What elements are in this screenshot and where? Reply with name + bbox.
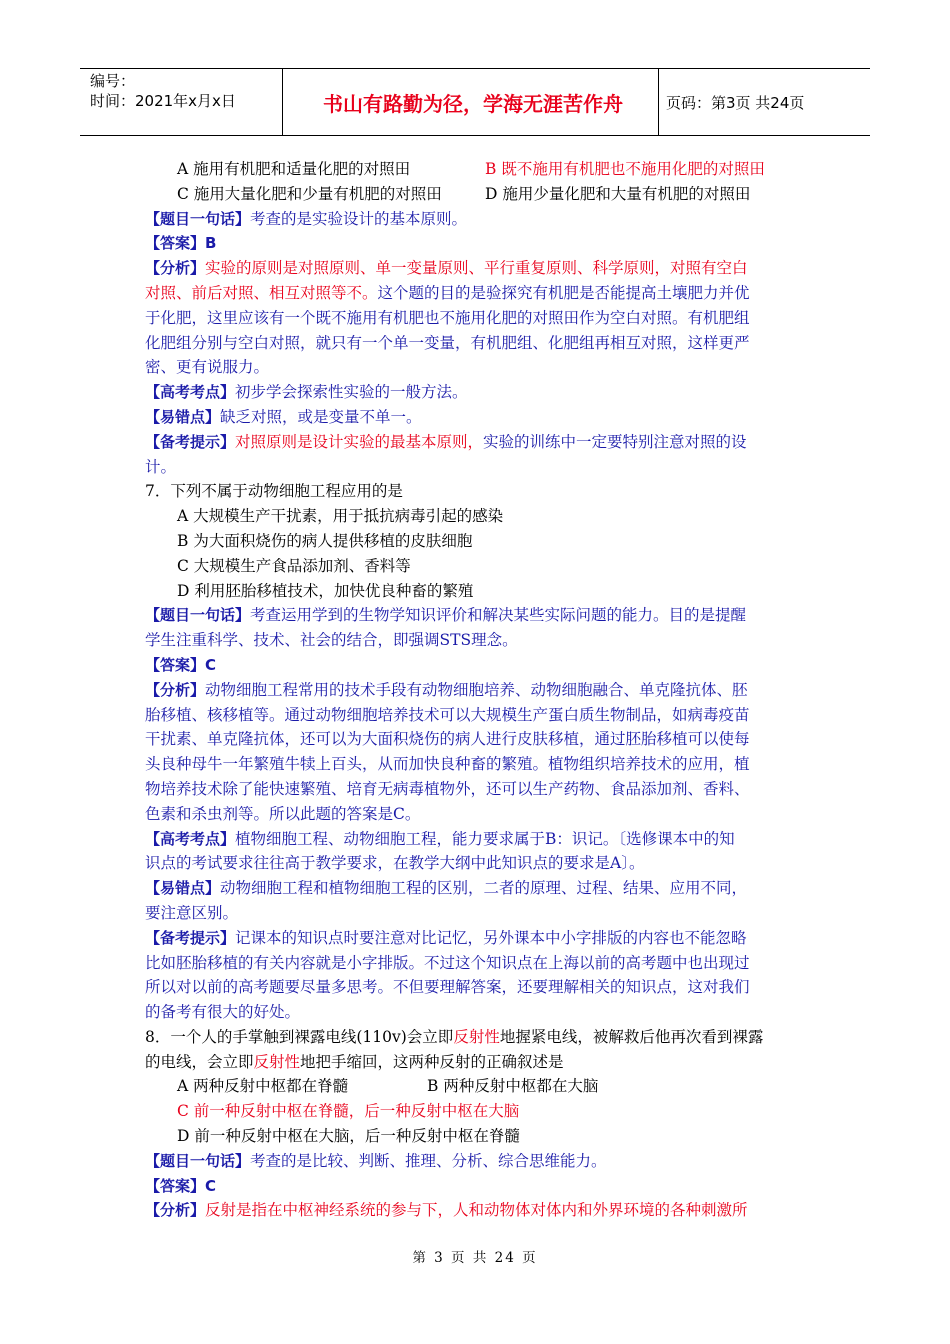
q6-analysis-tag: 【分析】 (145, 259, 206, 278)
header-motto: 书山有路勤为径，学海无涯苦作舟 (323, 91, 623, 116)
q8-option-d: D 前一种反射中枢在大脑，后一种反射中枢在脊髓 (177, 1127, 520, 1146)
q7-analysis-line-4: 头良种母牛一年繁殖牛犊上百头，从而加快良种畜的繁殖。植物组织培养技术的应用，植 (145, 755, 750, 774)
q8-stem-1-highlight: 反射性 (453, 1027, 500, 1046)
q6-tip-tag: 【备考提示】 (145, 432, 236, 451)
q7-analysis-tag: 【分析】 (145, 680, 206, 699)
q6-answer-value: B (205, 234, 217, 253)
q7-option-c: C 大规模生产食品添加剂、香料等 (177, 556, 411, 575)
page-header (80, 68, 870, 136)
q7-answer-value: C (205, 655, 217, 674)
q6-summary-tag: 【题目一句话】 (145, 209, 251, 228)
q6-error-text: 缺乏对照，或是变量不单一。 (220, 407, 422, 426)
q6-analysis-line-3: 于化肥，这里应该有一个既不施用有机肥也不施用化肥的对照田作为空白对照。有机肥组 (145, 308, 750, 327)
q6-analysis-line-2 (145, 281, 813, 306)
q6-options-row-2 (145, 182, 813, 207)
q8-option-a: A 两种反射中枢都在脊髓 (177, 1077, 349, 1096)
q6-answer-tag: 【答案】 (145, 234, 206, 253)
q7-tip-line-4: 的备考有很大的好处。 (145, 1003, 301, 1022)
q6-analysis-text-2b: 这个题的目的是验探究有机肥是否能提高土壤肥力并优 (377, 283, 750, 302)
header-divider-left (282, 68, 283, 136)
q6-analysis-line-5: 密、更有说服力。 (145, 358, 270, 377)
document-body (145, 157, 813, 1223)
q6-answer (145, 231, 813, 256)
q6-tip-text-blue: 实验的训练中一定要特别注意对照的设 (483, 432, 747, 451)
q6-tip-line-2: 计。 (145, 457, 177, 476)
q8-answer (145, 1174, 813, 1199)
q8-stem-2b: 地把手缩回，这两种反射的正确叙述是 (300, 1052, 564, 1071)
header-meta (90, 71, 236, 111)
q7-analysis-text-1: 动物细胞工程常用的技术手段有动物细胞培养、动物细胞融合、单克隆抗体、胚 (205, 680, 748, 699)
q7-exam-point-line-1 (145, 827, 813, 852)
q7-tip-line-1 (145, 926, 813, 951)
q6-option-c: C 施用大量化肥和少量有机肥的对照田 (177, 184, 442, 203)
q6-summary (145, 207, 813, 232)
q7-option-d: D 利用胚胎移植技术，加快优良种畜的繁殖 (177, 581, 474, 600)
q7-summary-line-2: 学生注重科学、技术、社会的结合，即强调STS理念。 (145, 631, 518, 650)
q8-stem-2a: 的电线，会立即 (145, 1052, 254, 1071)
q8-summary-text: 考查的是比较、判断、推理、分析、综合思维能力。 (250, 1151, 607, 1170)
q8-stem-2-highlight: 反射性 (253, 1052, 301, 1071)
q8-summary (145, 1149, 813, 1174)
q7-exam-point-line-2: 识点的考试要求往往高于教学要求，在教学大纲中此知识点的要求是A〕。 (145, 854, 645, 873)
q7-error-tag: 【易错点】 (145, 879, 221, 898)
q7-answer-tag: 【答案】 (145, 655, 206, 674)
q6-point-tag: 【高考考点】 (145, 383, 236, 402)
q8-analysis-line-1 (145, 1198, 813, 1223)
q8-analysis-text: 反射是指在中枢神经系统的参与下，人和动物体对体内和外界环境的各种刺激所 (205, 1201, 748, 1220)
q7-analysis-line-6: 色素和杀虫剂等。所以此题的答案是C。 (145, 804, 421, 823)
header-page-info: 页码：第3页 共24页 (666, 93, 805, 112)
q8-answer-value: C (205, 1176, 217, 1195)
q8-stem-1b: 地握紧电线，被解救后他再次看到裸露 (499, 1027, 764, 1046)
page-footer: 第 3 页 共 24 页 (412, 1250, 538, 1266)
q6-tip-line-1 (145, 430, 813, 455)
q7-option-a: A 大规模生产干扰素，用于抵抗病毒引起的感染 (177, 507, 504, 526)
header-time-label: 时间：2021年x月x日 (90, 92, 236, 110)
q8-summary-tag: 【题目一句话】 (145, 1151, 251, 1170)
q7-summary-line-1 (145, 603, 813, 628)
q6-analysis-text-2a: 对照、前后对照、相互对照等不。 (145, 283, 378, 302)
q7-point-tag: 【高考考点】 (145, 829, 236, 848)
header-number-label: 编号： (90, 72, 136, 90)
q6-error-tag: 【易错点】 (145, 407, 221, 426)
q7-error-line-1 (145, 876, 813, 901)
q6-option-a: A 施用有机肥和适量化肥的对照田 (177, 160, 411, 178)
q6-error-point (145, 405, 813, 430)
q7-analysis-line-2: 胎移植、核移植等。通过动物细胞培养技术可以大规模生产蛋白质生物制品，如病毒疫苗 (145, 705, 750, 724)
q7-option-b: B 为大面积烧伤的病人提供移植的皮肤细胞 (177, 531, 473, 550)
q7-answer (145, 653, 813, 678)
q7-analysis-line-3: 干扰素、单克隆抗体，还可以为大面积烧伤的病人进行皮肤移植，通过胚胎移植可以使每 (145, 730, 750, 749)
q7-tip-line-2: 比如胚胎移植的有关内容就是小字排版。不过这个知识点在上海以前的高考题中也出现过 (145, 953, 750, 972)
q7-analysis-line-5: 物培养技术除了能快速繁殖、培育无病毒植物外，还可以生产药物、食品添加剂、香料、 (145, 779, 750, 798)
q8-answer-tag: 【答案】 (145, 1176, 206, 1195)
q7-analysis-line-1 (145, 678, 813, 703)
q7-point-text-1: 植物细胞工程、动物细胞工程，能力要求属于B：识记。〔选修课本中的知 (235, 829, 735, 848)
q8-option-b: B 两种反射中枢都在大脑 (427, 1077, 599, 1096)
q8-options-row-1 (145, 1074, 813, 1099)
q7-tip-text-1: 记课本的知识点时要注意对比记忆，另外课本中小字排版的内容也不能忽略 (235, 928, 747, 947)
q6-analysis-line-4: 化肥组分别与空白对照，就只有一个单一变量，有机肥组、化肥组再相互对照，这样更严 (145, 333, 750, 352)
q8-stem-line-2 (145, 1050, 813, 1075)
q6-summary-text: 考查的是实验设计的基本原则。 (250, 209, 468, 228)
q8-option-c: C 前一种反射中枢在脊髓，后一种反射中枢在大脑 (177, 1102, 520, 1121)
q6-exam-point (145, 380, 813, 405)
q6-analysis-line-1 (145, 256, 813, 281)
q6-option-b: B 既不施用有机肥也不施用化肥的对照田 (485, 160, 765, 178)
q7-error-text-1: 动物细胞工程和植物细胞工程的区别，二者的原理、过程、结果、应用不同， (220, 879, 748, 898)
q8-stem-1a: 8．一个人的手掌触到裸露电线(110v)会立即 (145, 1027, 454, 1046)
q7-error-line-2: 要注意区别。 (145, 903, 239, 922)
q7-summary-tag: 【题目一句话】 (145, 606, 251, 625)
q7-tip-tag: 【备考提示】 (145, 928, 236, 947)
q6-tip-text-red: 对照原则是设计实验的最基本原则， (235, 432, 484, 451)
q7-summary-text-1: 考查运用学到的生物学知识评价和解决某些实际问题的能力。目的是提醒 (250, 606, 747, 625)
q7-tip-line-3: 所以对以前的高考题要尽量多思考。不但要理解答案，还要理解相关的知识点，这对我们 (145, 978, 750, 997)
q6-analysis-text-1: 实验的原则是对照原则、单一变量原则、平行重复原则、科学原则，对照有空白 (205, 259, 748, 278)
q7-stem: 7．下列不属于动物细胞工程应用的是 (145, 482, 403, 501)
q8-stem-line-1 (145, 1025, 813, 1050)
q6-option-d: D 施用少量化肥和大量有机肥的对照田 (485, 184, 751, 203)
q8-analysis-tag: 【分析】 (145, 1201, 206, 1220)
q6-point-text: 初步学会探索性实验的一般方法。 (235, 383, 468, 402)
q6-options-row-1 (145, 157, 813, 182)
